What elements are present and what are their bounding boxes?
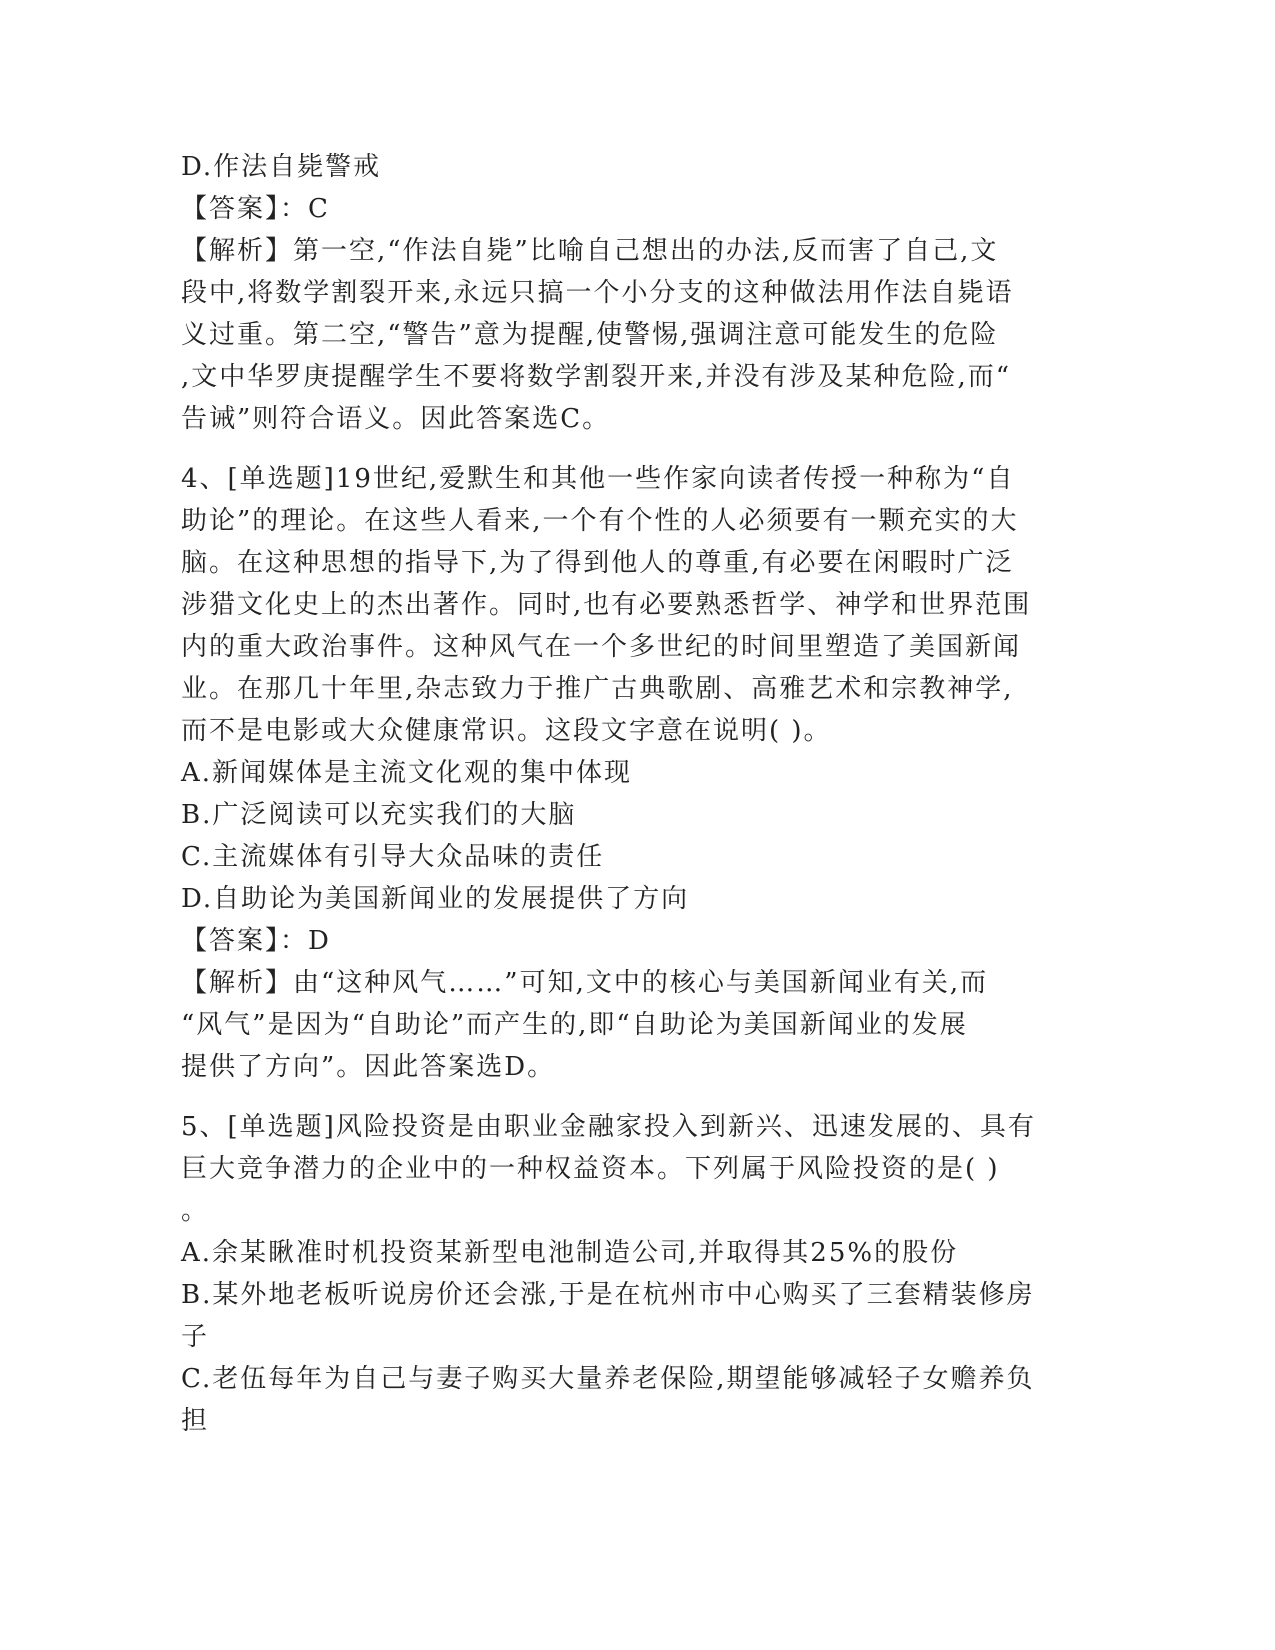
q4-option-b: B.广泛阅读可以充实我们的大脑 — [181, 800, 577, 830]
q4-option-c: C.主流媒体有引导大众品味的责任 — [181, 842, 605, 872]
q4-stem-line: 业。在那几十年里,杂志致力于推广古典歌剧、高雅艺术和宗教神学, — [181, 674, 1014, 704]
paragraph-gap — [181, 440, 1081, 458]
q4-analysis-line: 提供了方向”。因此答案选D。 — [181, 1052, 556, 1082]
q3-option-d: D.作法自毙警戒 — [181, 152, 382, 182]
q5-option-b-continued: 子 — [181, 1322, 210, 1352]
paragraph-gap — [181, 1088, 1081, 1106]
q3-answer: 【答案】：C — [181, 194, 330, 224]
q4-answer: 【答案】：D — [181, 926, 331, 956]
q4-stem-line: 4、[单选题]19世纪,爱默生和其他一些作家向读者传授一种称为“自 — [181, 464, 1015, 494]
q4-stem-line: 涉猎文化史上的杰出著作。同时,也有必要熟悉哲学、神学和世界范围 — [181, 590, 1032, 620]
q5-option-c: C.老伍每年为自己与妻子购买大量养老保险,期望能够减轻子女赡养负 — [181, 1364, 1035, 1394]
q5-option-c-continued: 担 — [181, 1406, 210, 1436]
q5-option-b: B.某外地老板听说房价还会涨,于是在杭州市中心购买了三套精装修房 — [181, 1280, 1035, 1310]
q4-option-d: D.自助论为美国新闻业的发展提供了方向 — [181, 884, 690, 914]
q5-stem-line: 5、[单选题]风险投资是由职业金融家投入到新兴、迅速发展的、具有 — [181, 1112, 1036, 1142]
q3-analysis-line: 段中,将数学割裂开来,永远只搞一个小分支的这种做法用作法自毙语 — [181, 278, 1014, 308]
q3-analysis-line: 义过重。第二空,“警告”意为提醒,使警惕,强调注意可能发生的危险 — [181, 320, 999, 350]
q5-stem-line: 。 — [181, 1196, 210, 1226]
q4-stem-line: 脑。在这种思想的指导下,为了得到他人的尊重,有必要在闲暇时广泛 — [181, 548, 1014, 578]
q4-stem-line: 而不是电影或大众健康常识。这段文字意在说明( )。 — [181, 716, 832, 746]
q3-analysis-line: 【解析】第一空,“作法自毙”比喻自己想出的办法,反而害了自己,文 — [181, 236, 999, 266]
q3-analysis-line: 告诫”则符合语义。因此答案选C。 — [181, 404, 611, 434]
q5-stem-line: 巨大竞争潜力的企业中的一种权益资本。下列属于风险投资的是( ) — [181, 1154, 1000, 1184]
q4-stem-line: 助论”的理论。在这些人看来,一个有个性的人必须要有一颗充实的大 — [181, 506, 1019, 536]
q4-stem-line: 内的重大政治事件。这种风气在一个多世纪的时间里塑造了美国新闻 — [181, 632, 1022, 662]
q3-analysis-line: ,文中华罗庚提醒学生不要将数学割裂开来,并没有涉及某种危险,而“ — [181, 362, 1012, 392]
q4-option-a: A.新闻媒体是主流文化观的集中体现 — [181, 758, 633, 788]
q4-analysis-line: 【解析】由“这种风气……”可知,文中的核心与美国新闻业有关,而 — [181, 968, 989, 998]
q4-analysis-line: “风气”是因为“自助论”而产生的,即“自助论为美国新闻业的发展 — [181, 1010, 968, 1040]
document-page — [181, 146, 1081, 1442]
q5-option-a: A.余某瞅准时机投资某新型电池制造公司,并取得其25%的股份 — [181, 1238, 959, 1268]
